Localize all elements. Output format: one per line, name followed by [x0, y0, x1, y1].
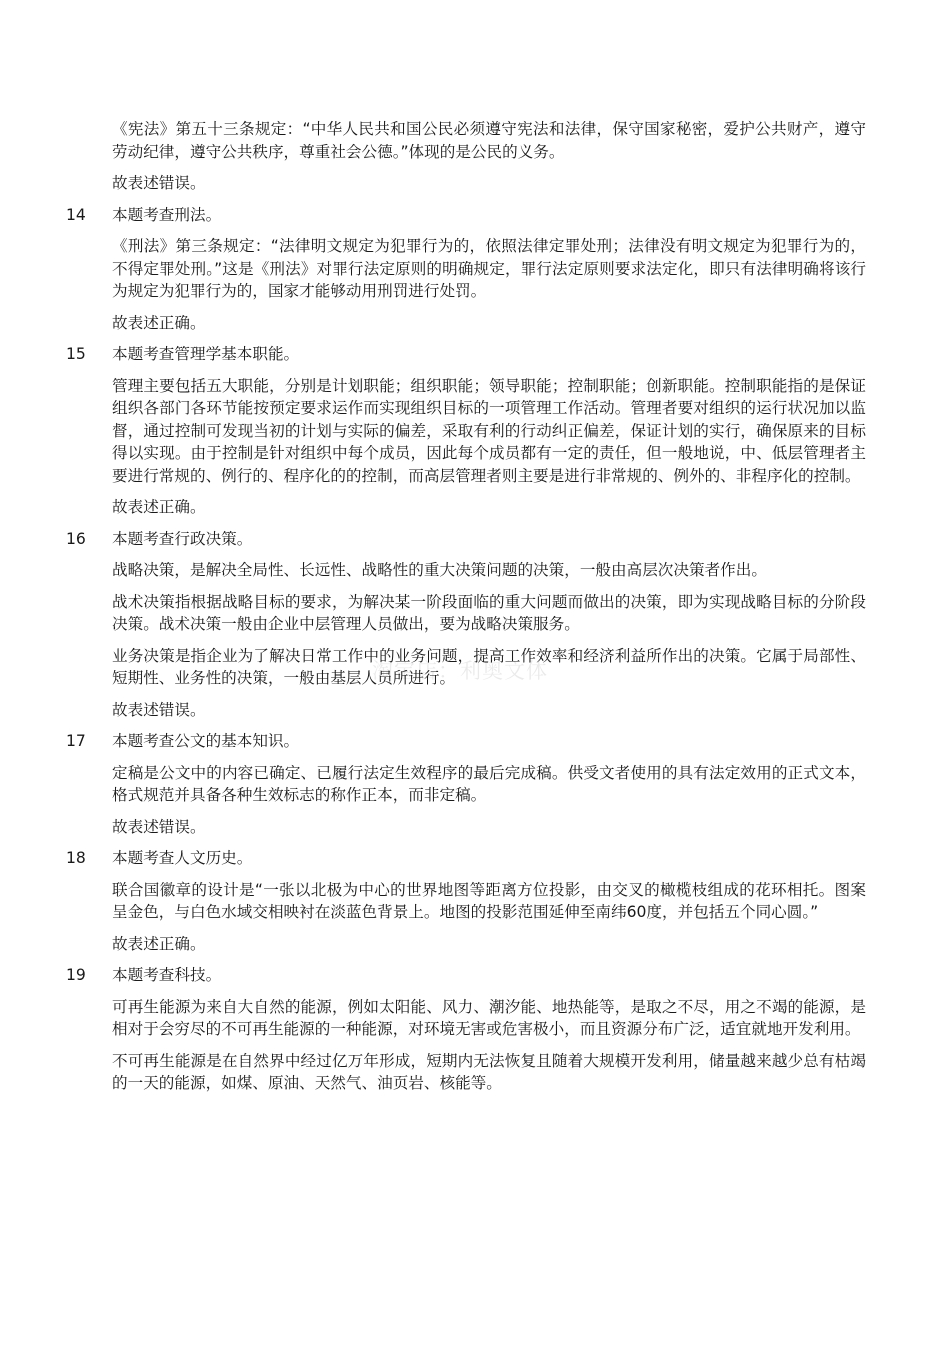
item-conclusion: 故表述正确。 — [112, 498, 206, 516]
item-paragraph: 战术决策指根据战略目标的要求，为解决某一阶段面临的重大问题而做出的决策，即为实现战略目标的分阶段决策。战术决策一般由企业中层管理人员做出，要为战略决策服务。 — [112, 592, 866, 633]
item-header — [66, 343, 866, 366]
intro-conclusion: 故表述错误。 — [112, 174, 206, 192]
item-paragraph: 可再生能源为来自大自然的能源，例如太阳能、风力、潮汐能、地热能等，是取之不尽，用之不竭的能源，是相对于会穷尽的不可再生能源的一种能源，对环境无害或危害极小，而且资源分布广泛，适宜就地开发利用。 — [112, 997, 866, 1038]
item-title: 本题考查人文历史。 — [112, 849, 253, 867]
intro-paragraph: 《宪法》第五十三条规定：“中华人民共和国公民必须遵守宪法和法律，保守国家秘密，爱护公共财产，遵守劳动纪律，遵守公共秩序，尊重社会公德。”体现的是公民的义务。 — [112, 120, 866, 161]
item-conclusion: 故表述正确。 — [112, 934, 206, 953]
item-header — [66, 528, 866, 551]
item-paragraph: 业务决策是指企业为了解决日常工作中的业务问题，提高工作效率和经济利益所作出的决策。它属于局部性、短期性、业务性的决策，一般由基层人员所进行。 — [112, 646, 866, 687]
item-number: 17 — [66, 732, 86, 750]
item-15 — [66, 343, 866, 519]
item-number: 15 — [66, 345, 86, 363]
item-header — [66, 964, 866, 987]
item-paragraph: 管理主要包括五大职能，分别是计划职能；组织职能；领导职能；控制职能；创新职能。控制职能指的是保证组织各部门各环节能按预定要求运作而实现组织目标的一项管理工作活动。管理者要对组织的运行状况加以监督，通过控制可发现当初的计划与实际的偏差，采取有利的行动纠正偏差，保证计划的实行，确保原来的目标得以实现。由于控制是针对组织中每个成员，因此每个成员都有一定的责任，但一般地说，中、低层管理者主要进行常规的、例行的、程序化的的控制，而高层管理者则主要是进行非常规的、例外的、非程序化的控制。 — [112, 376, 866, 485]
item-paragraph: 定稿是公文中的内容已确定、已履行法定生效程序的最后完成稿。供受文者使用的具有法定效用的正式文本，格式规范并具备各种生效标志的称作正本，而非定稿。 — [112, 763, 866, 804]
item-conclusion: 故表述正确。 — [112, 313, 206, 332]
item-18 — [66, 847, 866, 955]
item-header — [66, 204, 866, 227]
item-header — [66, 847, 866, 870]
item-number: 19 — [66, 966, 86, 984]
item-19 — [66, 964, 866, 1095]
item-paragraph: 联合国徽章的设计是“一张以北极为中心的世界地图等距离方位投影，由交叉的橄榄枝组成的花环相托。图案呈金色，与白色水域交相映衬在淡蓝色背景上。地图的投影范围延伸至南纬60度，并包括五个同心圆。” — [112, 880, 866, 921]
item-paragraph: 《刑法》第三条规定：“法律明文规定为犯罪行为的，依照法律定罪处刑；法律没有明文规定为犯罪行为的，不得定罪处刑。”这是《刑法》对罪行法定原则的明确规定，罪行法定原则要求法定化，即只有法律明确将该行为规定为犯罪行为的，国家才能够动用刑罚进行处罚。 — [112, 237, 866, 300]
item-number: 16 — [66, 529, 86, 548]
item-title: 本题考查公文的基本知识。 — [112, 732, 300, 750]
item-header — [66, 730, 866, 753]
item-paragraph: 战略决策，是解决全局性、长远性、战略性的重大决策问题的决策，一般由高层次决策者作出。 — [112, 561, 767, 579]
answer-explanations — [66, 118, 866, 1104]
item-title: 本题考查管理学基本职能。 — [112, 345, 300, 363]
item-17 — [66, 730, 866, 838]
item-title: 本题考查刑法。 — [112, 205, 222, 224]
item-16 — [66, 528, 866, 722]
item-title: 本题考查科技。 — [112, 966, 222, 984]
item-number: 14 — [66, 205, 86, 224]
item-conclusion: 故表述错误。 — [112, 817, 206, 836]
intro-section — [66, 118, 866, 195]
item-14 — [66, 204, 866, 335]
item-title: 本题考查行政决策。 — [112, 529, 253, 548]
item-conclusion: 故表述错误。 — [112, 700, 206, 719]
item-paragraph: 不可再生能源是在自然界中经过亿万年形成，短期内无法恢复且随着大规模开发利用，储量越来越少总有枯竭的一天的能源，如煤、原油、天然气、油页岩、核能等。 — [112, 1051, 866, 1092]
watermark-text: 淘宝店：利奥文体 — [372, 659, 548, 683]
item-number: 18 — [66, 849, 86, 867]
